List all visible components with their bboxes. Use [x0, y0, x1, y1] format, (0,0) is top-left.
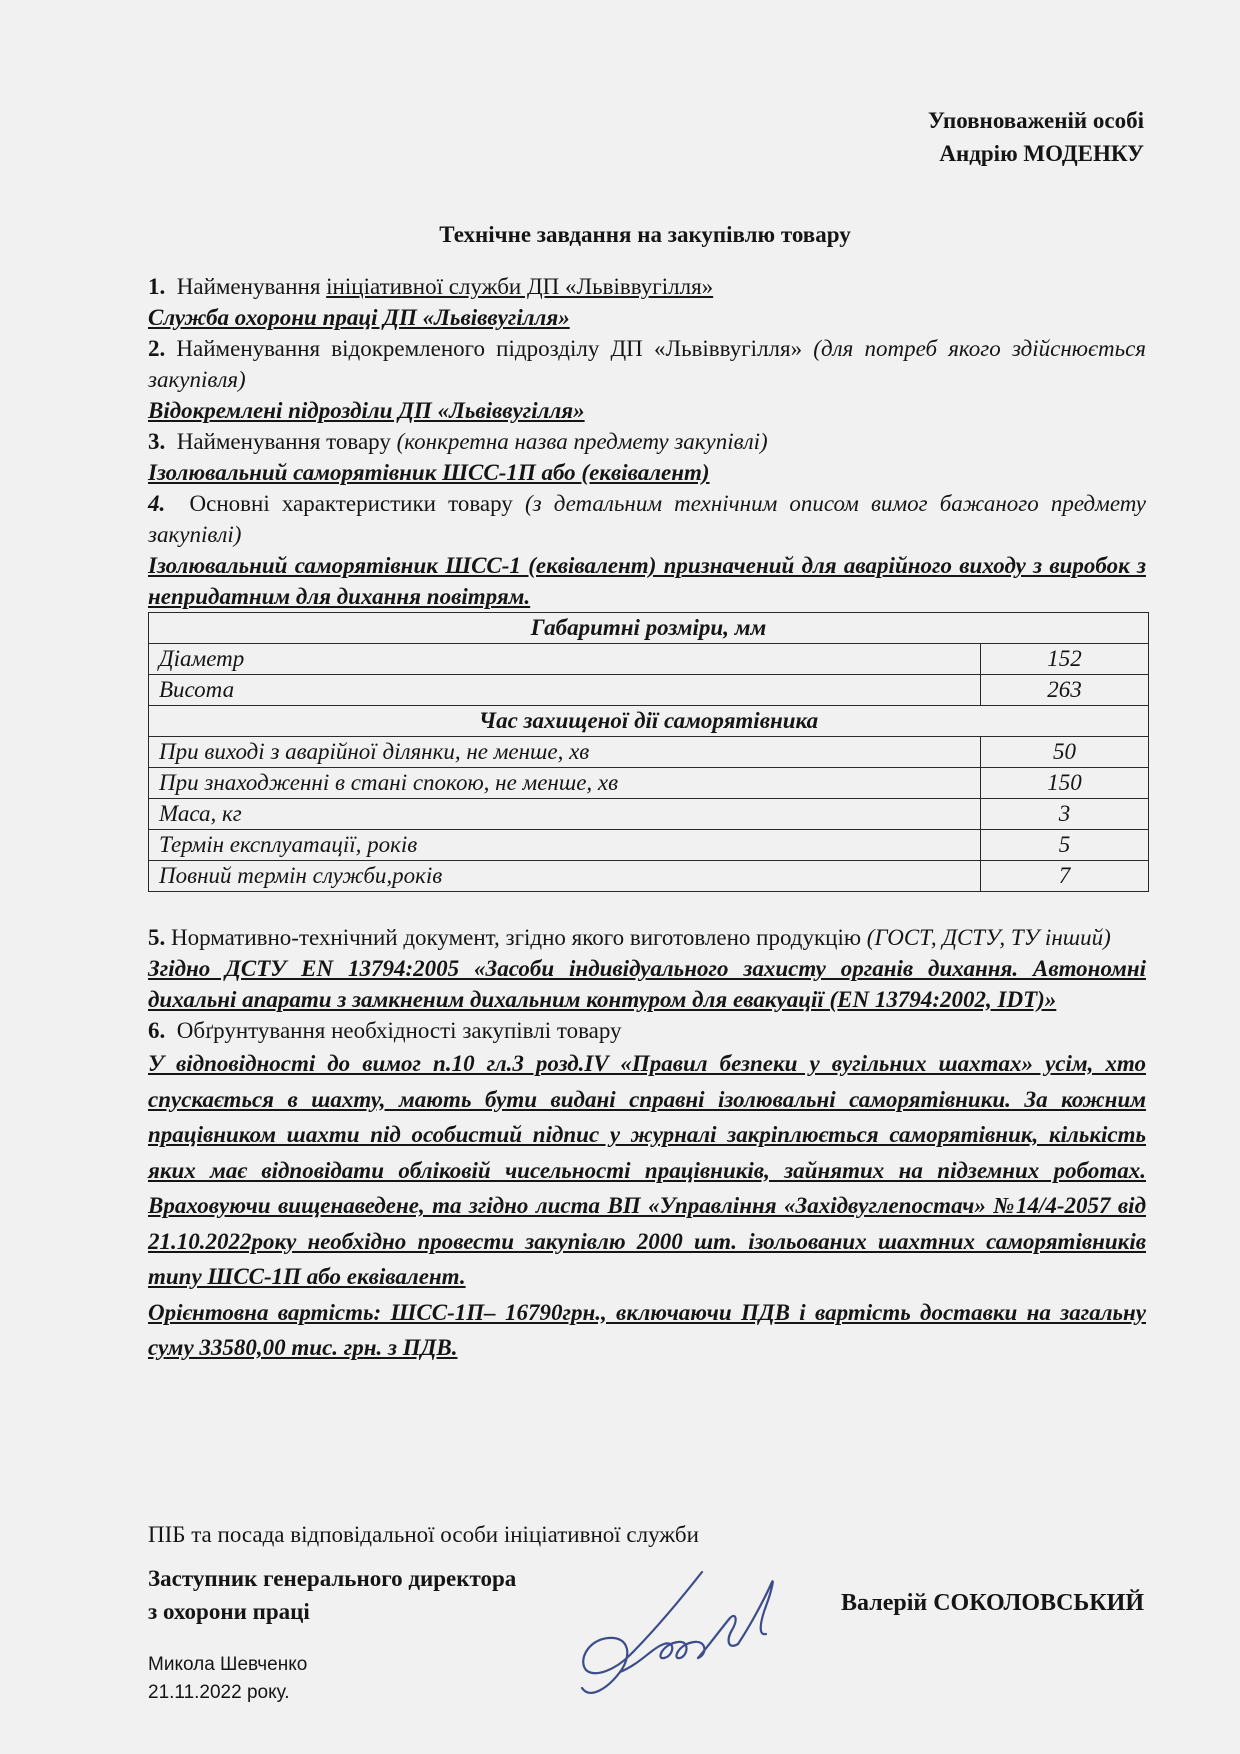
section-6-value: У відповідності до вимог п.10 гл.3 розд.IV «Правил безпеки у вугільних шахтах» усім, хто спускається в шахту, мають бути видані справні ізолювальні саморятівники. За кожним працівником шахти під особистий підпис у журналі закріплюється саморятівник, кількість яких має відповідати обліковій чисельності працівників, зайнятих на підземних роботах. Враховуючи вищенаведене, та згідно листа ВП «Управління «Західвуглепостач» №14/4-2057 від 21.10.2022року необхідно провести закупівлю 2000 шт. ізольованих шахтних саморятівників типу ШСС-1П або еквівалент. — [148, 1051, 1146, 1289]
section-1-heading — [148, 271, 1146, 302]
section-4-label: Основні характеристики товару — [189, 491, 525, 516]
table-cell-value: 3 — [981, 799, 1149, 830]
section-3-heading — [148, 426, 1146, 457]
section-4-value: Ізолювальний саморятівник ШСС-1 (еквівалент) призначений для аварійного виходу з виробок з непридатним для дихання повітрям. — [148, 553, 1146, 609]
table-cell-value: 5 — [981, 830, 1149, 861]
section-4-heading — [148, 488, 1146, 550]
section-1-value: Служба охорони праці ДП «Львіввугілля» — [148, 305, 570, 330]
section-1-number: 1. — [148, 274, 166, 299]
table-cell-param: Повний термін служби,років — [149, 861, 981, 892]
section-3-value: Ізолювальний саморятівник ШСС-1П або (еквівалент) — [148, 460, 710, 485]
signer-position-line-1: Заступник генерального директора — [148, 1566, 517, 1591]
section-3-label: Найменування товару — [176, 429, 397, 454]
table-cell-param: Діаметр — [149, 644, 981, 675]
signer-position — [148, 1562, 516, 1628]
table-row — [149, 861, 1149, 892]
section-6-label: Обґрунтування необхідності закупівлі товару — [176, 1018, 622, 1043]
document-title: Технічне завдання на закупівлю товару — [439, 222, 851, 247]
section-4-note: (з детальним технічним описом вимог бажаного предмету закупівлі) — [148, 491, 1147, 547]
table-cell-param: Висота — [149, 675, 981, 706]
table-row — [149, 737, 1149, 768]
section-5-heading — [148, 922, 1146, 953]
addressee-block — [928, 104, 1144, 170]
author-block — [148, 1651, 307, 1707]
table-header-row — [149, 706, 1149, 737]
table-cell-param: Маса, кг — [149, 799, 981, 830]
addressee-line-2: Андрію МОДЕНКУ — [939, 141, 1144, 166]
section-6-number: 6. — [148, 1018, 166, 1043]
section-6-cost: Орієнтовна вартість: ШСС-1П– 16790грн., включаючи ПДВ і вартість доставки на загальну суму 33580,00 тис. грн. з ПДВ. — [148, 1299, 1146, 1360]
table-cell-value: 7 — [981, 861, 1149, 892]
section-5-number: 5. — [148, 925, 166, 950]
table-cell-param: Термін експлуатації, років — [149, 830, 981, 861]
section-2-heading — [148, 333, 1146, 395]
table-header-protection-time: Час захищеної дії саморятівника — [149, 706, 1149, 737]
table-cell-value: 263 — [981, 675, 1149, 706]
section-5-label: Нормативно-технічний документ, згідно якого виготовлено продукцію — [165, 925, 867, 950]
table-row — [149, 644, 1149, 675]
section-2-note: (для потреб якого здійснюється закупівля) — [148, 336, 1146, 392]
handwritten-signature-icon — [560, 1560, 810, 1710]
table-cell-param: При знаходженні в стані спокою, не менше, хв — [149, 768, 981, 799]
table-cell-param: При виході з аварійної ділянки, не менше, хв — [149, 737, 981, 768]
spec-table — [148, 612, 1149, 892]
table-cell-value: 150 — [981, 768, 1149, 799]
section-2-label: Найменування відокремленого підрозділу ДП «Львіввугілля» — [165, 336, 814, 361]
table-header-row — [149, 613, 1149, 644]
signer-name: Валерій СОКОЛОВСЬКИЙ — [841, 1590, 1144, 1616]
author-name: Микола Шевченко — [148, 1654, 308, 1675]
table-row — [149, 799, 1149, 830]
table-header-dimensions: Габаритні розміри, мм — [149, 613, 1149, 644]
table-row — [149, 768, 1149, 799]
section-4-number: 4. — [148, 491, 166, 516]
section-5-note: (ГОСТ, ДСТУ, ТУ інший) — [866, 925, 1111, 950]
section-3-note: (конкретна назва предмету закупівлі) — [396, 429, 768, 454]
section-1-label: Найменування — [176, 274, 327, 299]
responsible-person-label: ПІБ та посада відповідальної особи ініціативної служби — [148, 1522, 699, 1547]
signer-position-line-2: з охорони праці — [148, 1599, 310, 1624]
section-6-heading — [148, 1015, 1146, 1046]
section-2-value: Відокремлені підрозділи ДП «Львіввугілля» — [148, 398, 585, 423]
section-2-number: 2. — [148, 336, 166, 361]
table-cell-value: 50 — [981, 737, 1149, 768]
addressee-line-1: Уповноваженій особі — [927, 108, 1144, 133]
section-3-number: 3. — [148, 429, 166, 454]
table-row — [149, 675, 1149, 706]
table-cell-value: 152 — [981, 644, 1149, 675]
document-body — [148, 271, 1146, 1366]
table-row — [149, 830, 1149, 861]
section-5-value: Згідно ДСТУ EN 13794:2005 «Засоби індивідуального захисту органів дихання. Автономні дихальні апарати з замкненим дихальним контуром для евакуації (EN 13794:2002, IDT)» — [148, 956, 1146, 1012]
section-1-label-underlined: ініціативної служби ДП «Львіввугілля» — [326, 274, 714, 299]
author-date: 21.11.2022 року. — [148, 1682, 290, 1703]
